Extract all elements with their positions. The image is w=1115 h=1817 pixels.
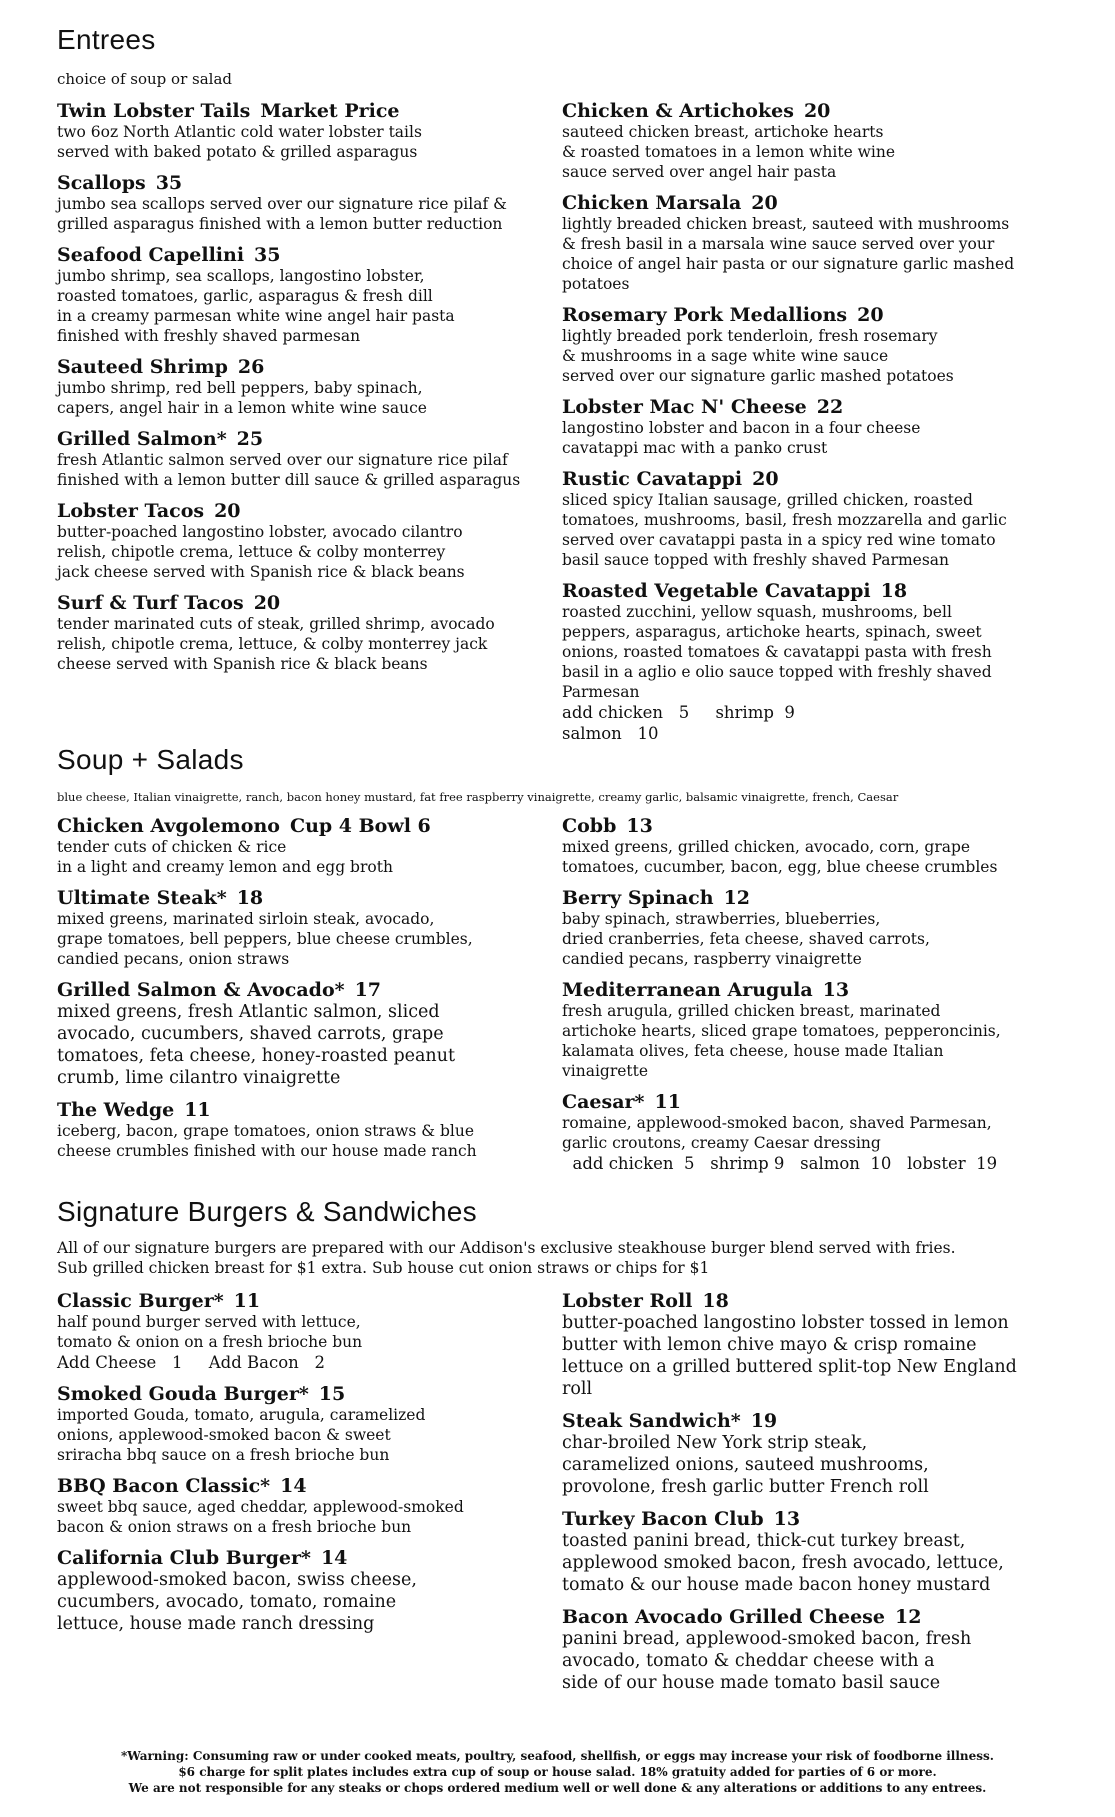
menu-item-heading xyxy=(57,815,557,837)
menu-item xyxy=(562,100,1072,182)
menu-item-description: mixed greens, marinated sirloin steak, avocado, grape tomatoes, bell peppers, blue cheese crumbles, candied pecans, onion straws xyxy=(57,910,473,968)
entrees-subtitle: choice of soup or salad xyxy=(57,70,232,88)
menu-item-name: Seafood Capellini xyxy=(57,244,245,266)
menu-item-heading xyxy=(562,304,1072,326)
menu-item-price: 20 xyxy=(253,592,281,614)
menu-item-price: 20 xyxy=(803,100,831,122)
menu-item xyxy=(562,815,1072,877)
menu-item-heading xyxy=(57,1383,557,1405)
menu-item-heading xyxy=(57,592,557,614)
menu-item-heading xyxy=(562,887,1072,909)
menu-item xyxy=(562,396,1072,458)
menu-item-name: Lobster Roll xyxy=(562,1290,693,1312)
footer-disclaimer: We are not responsible for any steaks or chops ordered medium well or well done & any alterations or additions to any entrees. xyxy=(128,1781,987,1795)
soups-left-column xyxy=(57,815,557,1171)
menu-item-price: 35 xyxy=(254,244,281,266)
menu-item-heading xyxy=(562,815,1072,837)
menu-item-name: Rosemary Pork Medallions xyxy=(562,304,848,326)
menu-item xyxy=(57,428,557,490)
menu-item-price: 20 xyxy=(857,304,884,326)
menu-item-heading xyxy=(57,1547,557,1569)
menu-item-heading xyxy=(562,580,1072,602)
menu-item-price: 22 xyxy=(816,396,844,418)
menu-item-description: fresh arugula, grilled chicken breast, marinated artichoke hearts, sliced grape tomatoes, pepperoncinis, kalamata olives, feta cheese, house made Italian vinaigrette xyxy=(562,1002,1001,1080)
menu-item-heading xyxy=(562,1290,1072,1312)
menu-item-description: sliced spicy Italian sausage, grilled chicken, roasted tomatoes, mushrooms, basil, fresh mozzarella and garlic served over cavatappi pasta in a spicy red wine tomato basil sauce topped with freshly shaved Parmesan xyxy=(562,491,1007,569)
menu-item-heading xyxy=(57,1099,557,1121)
menu-item-price: 12 xyxy=(723,887,751,909)
menu-item xyxy=(562,1410,1072,1498)
menu-item-price: Cup 4 Bowl 6 xyxy=(289,815,431,837)
entrees-title: Entrees xyxy=(57,24,156,55)
menu-item xyxy=(57,1383,557,1465)
menu-item-heading xyxy=(57,356,557,378)
menu-item-price: 25 xyxy=(236,428,264,450)
menu-item-price: 35 xyxy=(155,172,183,194)
menu-item xyxy=(562,979,1072,1081)
menu-item-heading xyxy=(562,1410,1072,1432)
menu-item xyxy=(562,304,1072,386)
menu-item-price: 20 xyxy=(214,500,241,522)
menu-item-name: Bacon Avocado Grilled Cheese xyxy=(562,1606,885,1628)
menu-item-heading xyxy=(57,887,557,909)
menu-item xyxy=(57,1547,557,1635)
burgers-subtitle: All of our signature burgers are prepared with our Addison's exclusive steakhouse burger blend served with fries. Sub grilled chicken breast for $1 extra. Sub house cut onion straws or chips for $1 xyxy=(57,1239,956,1277)
menu-item-heading xyxy=(562,979,1072,1001)
menu-item-price: 17 xyxy=(354,979,382,1001)
menu-item-name: Caesar* xyxy=(562,1091,645,1113)
menu-item xyxy=(57,1290,557,1373)
menu-item xyxy=(562,1606,1072,1694)
menu-item-description: applewood-smoked bacon, swiss cheese, cucumbers, avocado, tomato, romaine lettuce, house made ranch dressing xyxy=(57,1570,417,1634)
menu-item-price: 14 xyxy=(280,1475,307,1497)
menu-item-name: Scallops xyxy=(57,172,146,194)
menu-item-description: butter-poached langostino lobster, avocado cilantro relish, chipotle crema, lettuce & colby monterrey jack cheese served with Spanish rice & black beans xyxy=(57,523,465,581)
menu-item-description: iceberg, bacon, grape tomatoes, onion straws & blue cheese crumbles finished with our house made ranch xyxy=(57,1122,477,1160)
menu-item-description: mixed greens, fresh Atlantic salmon, sliced avocado, cucumbers, shaved carrots, grape tomatoes, feta cheese, honey-roasted peanut crumb, lime cilantro vinaigrette xyxy=(57,1002,456,1088)
menu-item-heading xyxy=(562,1606,1072,1628)
menu-item-name: BBQ Bacon Classic* xyxy=(57,1475,271,1497)
menu-item xyxy=(57,1475,557,1537)
menu-item xyxy=(57,172,557,234)
menu-item xyxy=(57,592,557,674)
menu-item-price: 13 xyxy=(773,1508,801,1530)
menu-item-price: 12 xyxy=(894,1606,922,1628)
menu-item-price: 11 xyxy=(184,1099,211,1121)
menu-item-price: 26 xyxy=(237,356,265,378)
menu-item-price: 20 xyxy=(752,468,779,490)
menu-item-description: two 6oz North Atlantic cold water lobster tails served with baked potato & grilled asparagus xyxy=(57,123,422,161)
menu-item-heading xyxy=(57,100,557,122)
menu-item-description: langostino lobster and bacon in a four cheese cavatappi mac with a panko crust xyxy=(562,419,921,457)
menu-item-name: Lobster Mac N' Cheese xyxy=(562,396,807,418)
menu-item xyxy=(57,979,557,1089)
menu-item-name: Chicken & Artichokes xyxy=(562,100,794,122)
menu-item-description: butter-poached langostino lobster tossed in lemon butter with lemon chive mayo & crisp romaine lettuce on a grilled buttered split-top New England roll xyxy=(562,1313,1017,1399)
menu-item-heading xyxy=(57,428,557,450)
menu-item xyxy=(57,244,557,346)
menu-item xyxy=(562,887,1072,969)
menu-item-name: Ultimate Steak* xyxy=(57,887,227,909)
menu-item-price: 11 xyxy=(654,1091,681,1113)
menu-item-heading xyxy=(57,172,557,194)
menu-item xyxy=(562,192,1072,294)
menu-item-heading xyxy=(57,244,557,266)
menu-item-price: 19 xyxy=(750,1410,778,1432)
menu-item-name: California Club Burger* xyxy=(57,1547,311,1569)
menu-item-description: jumbo shrimp, red bell peppers, baby spinach, capers, angel hair in a lemon white wine sauce xyxy=(57,379,427,417)
menu-item-price: 11 xyxy=(233,1290,261,1312)
menu-item-heading xyxy=(562,192,1072,214)
menu-item-name: Classic Burger* xyxy=(57,1290,224,1312)
menu-item xyxy=(562,580,1072,744)
menu-item-description: toasted panini bread, thick-cut turkey breast, applewood smoked bacon, fresh avocado, lettuce, tomato & our house made bacon honey mustard xyxy=(562,1531,1004,1595)
menu-item-description: lightly breaded pork tenderloin, fresh rosemary & mushrooms in a sage white wine sauce served over our signature garlic mashed potatoes xyxy=(562,327,954,385)
menu-item-name: Cobb xyxy=(562,815,617,837)
menu-item-price: 18 xyxy=(702,1290,729,1312)
menu-item-description: fresh Atlantic salmon served over our signature rice pilaf finished with a lemon butter dill sauce & grilled asparagus xyxy=(57,451,521,489)
menu-item-price: Market Price xyxy=(260,100,400,122)
menu-item-addons: Add Cheese 1 Add Bacon 2 xyxy=(57,1353,326,1372)
menu-item-heading xyxy=(562,468,1072,490)
menu-item xyxy=(57,100,557,162)
menu-item-name: Mediterranean Arugula xyxy=(562,979,813,1001)
soups-title: Soup + Salads xyxy=(57,744,244,775)
menu-item-price: 13 xyxy=(822,979,850,1001)
menu-item xyxy=(562,468,1072,570)
menu-item-price: 18 xyxy=(236,887,264,909)
footer-warning: *Warning: Consuming raw or under cooked meats, poultry, seafood, shellfish, or eggs may increase your risk of foodborne illness. xyxy=(121,1749,994,1763)
menu-item-heading xyxy=(57,500,557,522)
entrees-right-column xyxy=(562,100,1072,754)
menu-item xyxy=(57,500,557,582)
menu-item-description: romaine, applewood-smoked bacon, shaved Parmesan, garlic croutons, creamy Caesar dressing xyxy=(562,1114,992,1152)
menu-item xyxy=(562,1290,1072,1400)
menu-item-name: Grilled Salmon* xyxy=(57,428,227,450)
menu-item-name: Surf & Turf Tacos xyxy=(57,592,244,614)
menu-item-description: panini bread, applewood-smoked bacon, fresh avocado, tomato & cheddar cheese with a side of our house made tomato basil sauce xyxy=(562,1629,972,1693)
menu-item-name: Grilled Salmon & Avocado* xyxy=(57,979,345,1001)
menu-item-description: tender cuts of chicken & rice in a light and creamy lemon and egg broth xyxy=(57,838,393,876)
menu-item-name: Twin Lobster Tails xyxy=(57,100,251,122)
menu-item-name: Berry Spinach xyxy=(562,887,714,909)
menu-item-name: Roasted Vegetable Cavatappi xyxy=(562,580,871,602)
menu-item-description: lightly breaded chicken breast, sauteed with mushrooms & fresh basil in a marsala wine sauce served over your choice of angel hair pasta or our signature garlic mashed potatoes xyxy=(562,215,1015,293)
menu-item-description: imported Gouda, tomato, arugula, caramelized onions, applewood-smoked bacon & sweet sriracha bbq sauce on a fresh brioche bun xyxy=(57,1406,426,1464)
menu-item-description: sauteed chicken breast, artichoke hearts & roasted tomatoes in a lemon white wine sauce served over angel hair pasta xyxy=(562,123,896,181)
menu-item-heading xyxy=(57,979,557,1001)
burgers-left-column xyxy=(57,1290,557,1645)
menu-item-name: Chicken Avgolemono xyxy=(57,815,280,837)
menu-item-heading xyxy=(57,1290,557,1312)
footer-split-plate: $6 charge for split plates includes extra cup of soup or house salad. 18% gratuity added for parties of 6 or more. xyxy=(178,1765,937,1779)
menu-item-name: Lobster Tacos xyxy=(57,500,205,522)
menu-item-price: 13 xyxy=(626,815,653,837)
burgers-title: Signature Burgers & Sandwiches xyxy=(57,1196,477,1227)
menu-item-name: Turkey Bacon Club xyxy=(562,1508,764,1530)
menu-item-description: mixed greens, grilled chicken, avocado, corn, grape tomatoes, cucumber, bacon, egg, blue cheese crumbles xyxy=(562,838,998,876)
menu-item-name: Smoked Gouda Burger* xyxy=(57,1383,309,1405)
menu-item-description: tender marinated cuts of steak, grilled shrimp, avocado relish, chipotle crema, lettuce, & colby monterrey jack cheese served with Spanish rice & black beans xyxy=(57,615,495,673)
menu-item-description: char-broiled New York strip steak, caramelized onions, sauteed mushrooms, provolone, fresh garlic butter French roll xyxy=(562,1433,929,1497)
menu-item-heading xyxy=(562,1091,1072,1113)
menu-item xyxy=(562,1091,1072,1174)
dressings-list: blue cheese, Italian vinaigrette, ranch, bacon honey mustard, fat free raspberry vinaigrette, creamy garlic, balsamic vinaigrette, french, Caesar xyxy=(57,790,899,804)
menu-item-name: The Wedge xyxy=(57,1099,175,1121)
footer-notice xyxy=(60,1748,1055,1796)
menu-item-price: 20 xyxy=(751,192,778,214)
menu-item-description: half pound burger served with lettuce, tomato & onion on a fresh brioche bun xyxy=(57,1313,363,1351)
menu-item-description: roasted zucchini, yellow squash, mushrooms, bell peppers, asparagus, artichoke hearts, spinach, sweet onions, roasted tomatoes & cavatappi pasta with fresh basil in a aglio e olio sauce topped with freshly shaved Parmesan xyxy=(562,603,992,701)
menu-item-name: Rustic Cavatappi xyxy=(562,468,743,490)
menu-item-addons: add chicken 5 shrimp 9 salmon 10 xyxy=(562,703,795,743)
menu-item-heading xyxy=(562,396,1072,418)
burgers-right-column xyxy=(562,1290,1072,1704)
soups-right-column xyxy=(562,815,1072,1184)
menu-item-name: Steak Sandwich* xyxy=(562,1410,741,1432)
menu-item-name: Sauteed Shrimp xyxy=(57,356,228,378)
menu-item-price: 18 xyxy=(880,580,908,602)
menu-item-heading xyxy=(562,1508,1072,1530)
menu-item-price: 14 xyxy=(320,1547,348,1569)
menu-item xyxy=(57,1099,557,1161)
menu-item xyxy=(57,815,557,877)
menu-item-heading xyxy=(57,1475,557,1497)
menu-item xyxy=(57,887,557,969)
menu-item-description: baby spinach, strawberries, blueberries, dried cranberries, feta cheese, shaved carrots, candied pecans, raspberry vinaigrette xyxy=(562,910,930,968)
menu-item-description: jumbo sea scallops served over our signature rice pilaf & grilled asparagus finished with a lemon butter reduction xyxy=(57,195,507,233)
menu-item xyxy=(57,356,557,418)
menu-item-heading xyxy=(562,100,1072,122)
menu-item-price: 15 xyxy=(318,1383,346,1405)
entrees-left-column xyxy=(57,100,557,684)
menu-item-description: jumbo shrimp, sea scallops, langostino lobster, roasted tomatoes, garlic, asparagus & fresh dill in a creamy parmesan white wine angel hair pasta finished with freshly shaved parmesan xyxy=(57,267,455,345)
menu-item-name: Chicken Marsala xyxy=(562,192,742,214)
menu-item-description: sweet bbq sauce, aged cheddar, applewood-smoked bacon & onion straws on a fresh brioche bun xyxy=(57,1498,464,1536)
menu-item xyxy=(562,1508,1072,1596)
menu-item-addons: add chicken 5 shrimp 9 salmon 10 lobster 19 xyxy=(562,1154,998,1173)
